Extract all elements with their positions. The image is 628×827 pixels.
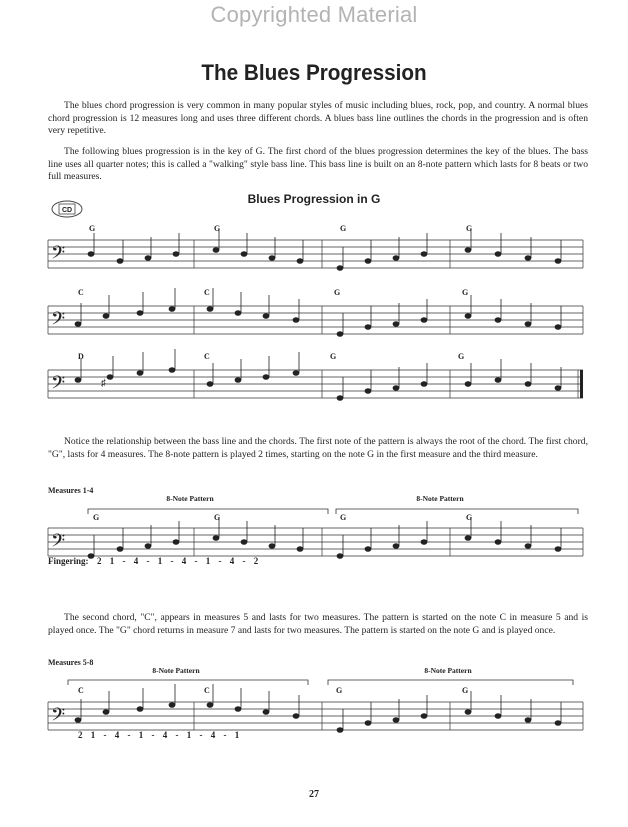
measures-label: Measures 5-8 — [48, 658, 94, 667]
chord-symbol: G — [93, 513, 100, 522]
staff-system-2 — [48, 294, 588, 340]
paragraph-relationship: Notice the relationship between the bass line and the chords. The first note of the pattern is always the root of the chord. The first chord, "G", lasts for 4 measures. The 8-note pattern is played 2 times, starting on the note G in the first measure and the third measure. — [48, 436, 588, 460]
staff-system-3 — [48, 358, 588, 404]
svg-text:♯: ♯ — [101, 378, 106, 389]
bass-clef-icon: 𝄢 — [51, 242, 66, 267]
example-title: Blues Progression in G — [247, 192, 381, 206]
bass-clef-icon: 𝄢 — [51, 308, 66, 333]
chord-symbol: C — [204, 288, 210, 297]
chord-symbol: G — [466, 224, 473, 233]
chord-symbol: G — [89, 224, 96, 233]
page-number: 27 — [309, 789, 319, 800]
chord-symbol: G — [458, 352, 465, 361]
chord-symbol: G — [462, 686, 469, 695]
chord-symbol: D — [78, 352, 84, 361]
pattern-label: 8-Note Pattern — [424, 666, 472, 675]
pattern-label: 8-Note Pattern — [152, 666, 200, 675]
bass-clef-icon: 𝄢 — [51, 704, 66, 729]
final-barline — [580, 370, 583, 398]
chord-symbol: G — [334, 288, 341, 297]
notes-system-3 — [75, 349, 561, 400]
chord-symbol: C — [78, 288, 84, 297]
chord-symbol: G — [340, 224, 347, 233]
paragraph-second-chord: The second chord, "C", appears in measures 5 and lasts for two measures. The pattern is started on the note C in measure 5 and is played once. The "G" chord returns in measure 7 and lasts for two measures. The pattern is started on the note G and is played once. — [48, 612, 588, 636]
notes-example-2 — [88, 517, 561, 558]
paragraph-intro: The blues chord progression is very common in many popular styles of music including blues, rock, pop, and country. A normal blues chord progression is 12 measures long and uses three different chords. A blues bass line outlines the chords in the progression and is often very repetitive. — [48, 100, 588, 136]
chord-symbol: G — [330, 352, 337, 361]
chord-symbol: C — [204, 686, 210, 695]
page-title: The Blues Progression — [201, 60, 427, 85]
chord-symbol: G — [462, 288, 469, 297]
chord-symbol: G — [214, 224, 221, 233]
notes-system-1 — [88, 229, 561, 270]
notes-example-3 — [75, 684, 561, 732]
bass-clef-icon: 𝄢 — [51, 530, 66, 555]
chord-symbol: C — [204, 352, 210, 361]
notes-system-2 — [75, 288, 561, 336]
chord-symbol: G — [214, 513, 221, 522]
fingering-numbers: 2 1 - 4 - 1 - 4 - 1 - 4 - 2 — [97, 556, 259, 566]
chord-symbol: C — [78, 686, 84, 695]
pattern-label: 8-Note Pattern — [166, 494, 214, 503]
staff-system-1 — [48, 228, 588, 274]
bass-clef-icon: 𝄢 — [51, 372, 66, 397]
cd-label: CD — [61, 207, 73, 214]
fingering-numbers: 2 1 - 4 - 1 - 4 - 1 - 4 - 1 — [78, 730, 240, 740]
fingering-label: Fingering: — [48, 556, 89, 566]
pattern-label: 8-Note Pattern — [416, 494, 464, 503]
chord-symbol: G — [336, 686, 343, 695]
measures-label: Measures 1-4 — [48, 486, 94, 495]
paragraph-key: The following blues progression is in the key of G. The first chord of the blues progression determines the key of the blues. The bass line uses all quarter notes; this is called a "walking" style bass line. This bass line is built on an 8-note pattern which lasts for 8 beats or two full measures. — [48, 146, 588, 182]
pattern-brackets — [48, 676, 588, 688]
chord-symbol: G — [466, 513, 473, 522]
watermark: Copyrighted Material — [210, 2, 418, 27]
chord-symbol: G — [340, 513, 347, 522]
